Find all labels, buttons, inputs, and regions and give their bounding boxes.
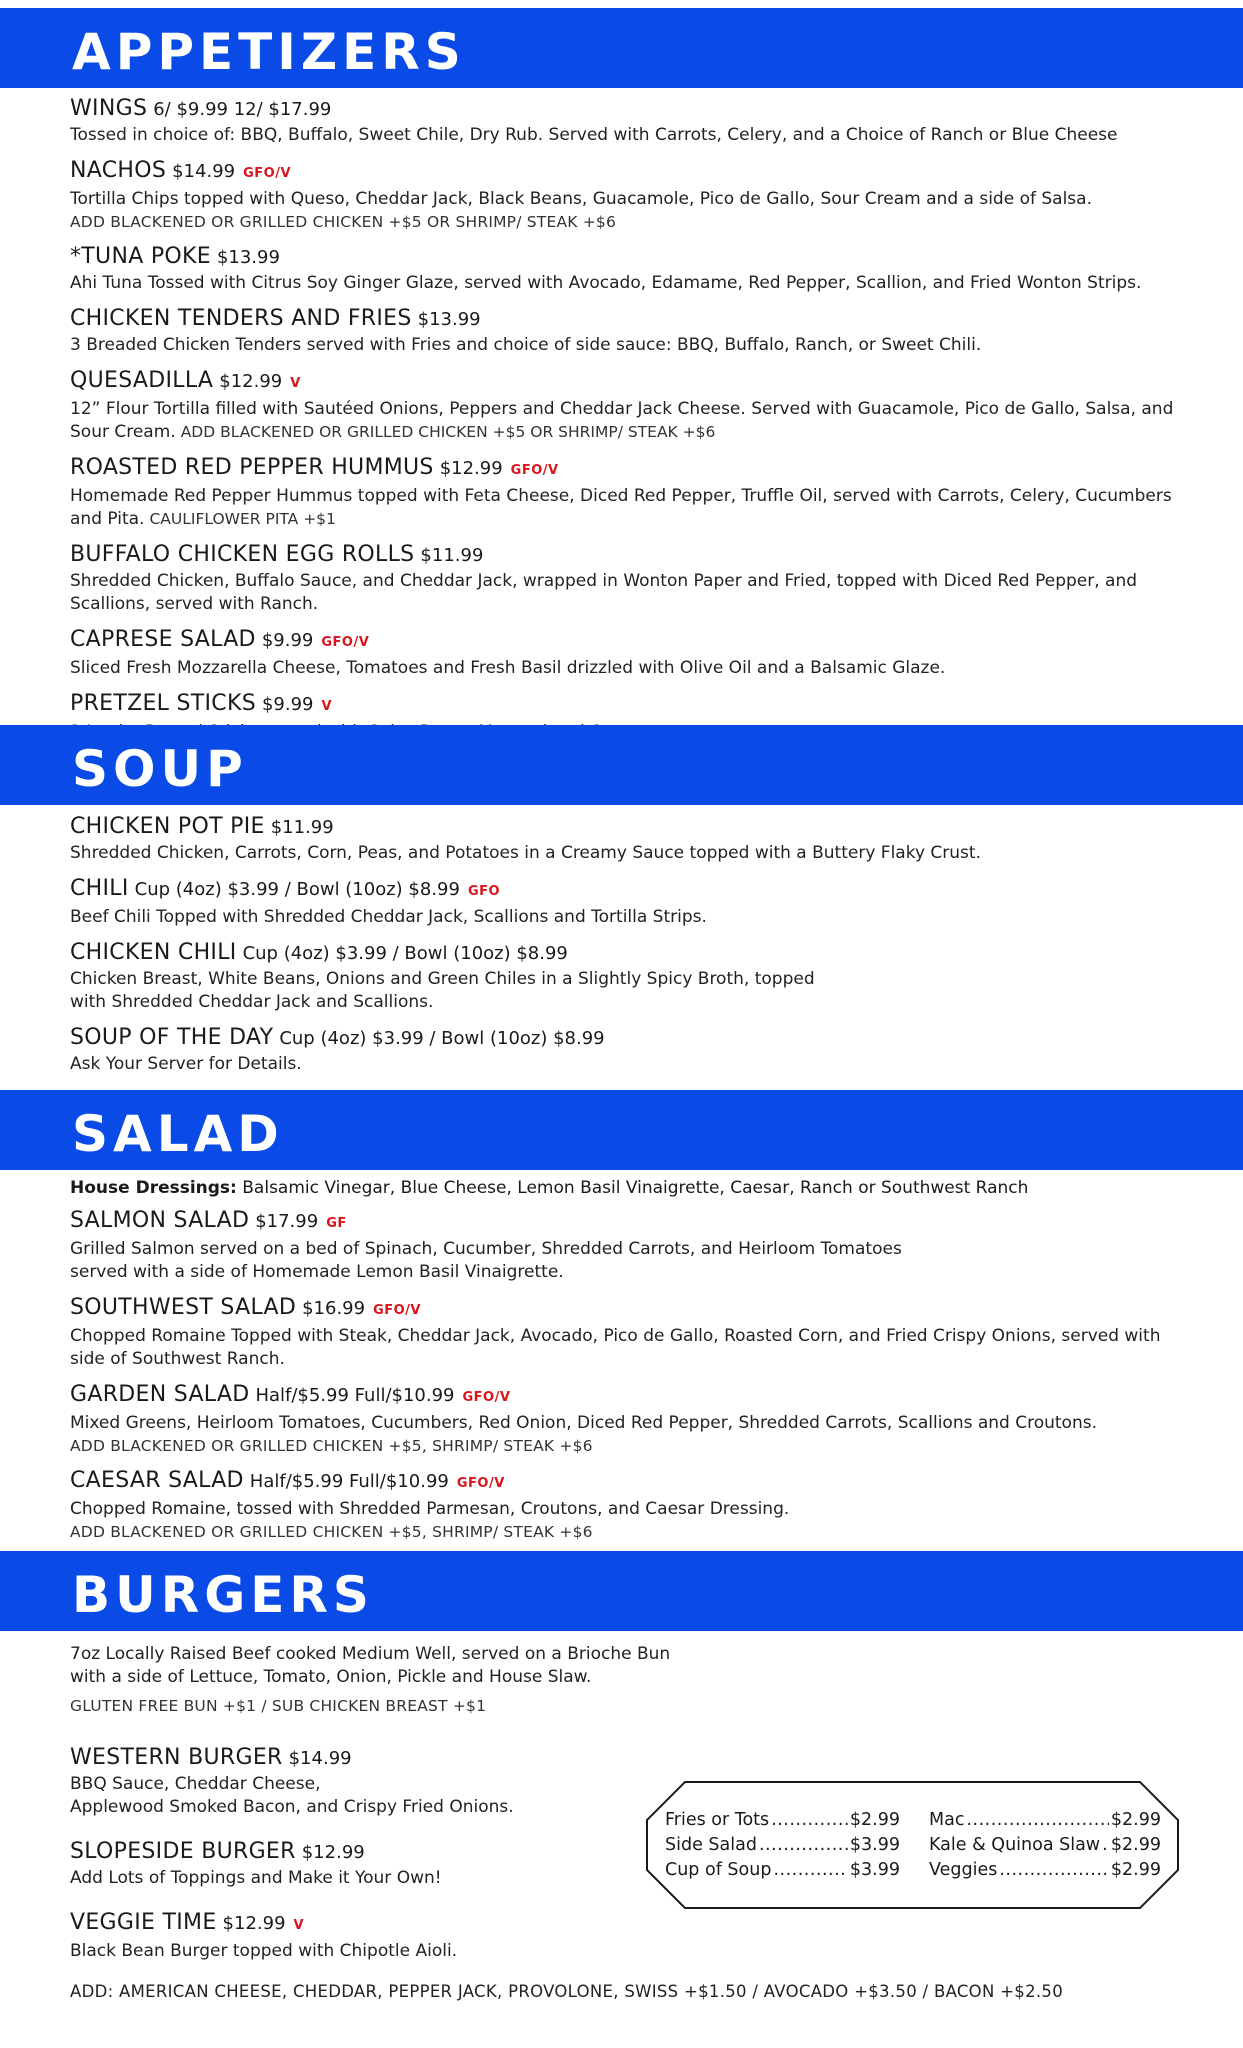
menu-item (70, 1023, 1190, 1076)
side-price: $2.99 (1110, 1860, 1161, 1880)
diet-tag: V (321, 699, 333, 714)
item-addon: ADD BLACKENED OR GRILLED CHICKEN +$5 OR SHRIMP/ STEAK +$6 (180, 423, 716, 441)
item-name: SOUP OF THE DAY (70, 1025, 274, 1050)
item-name: BUFFALO CHICKEN EGG ROLLS (70, 542, 415, 567)
side-price: $3.99 (849, 1835, 900, 1855)
soup-title: SOUP (72, 740, 248, 798)
item-description: Add Lots of Toppings and Make it Your Own! (70, 1868, 442, 1888)
item-description: Chopped Romaine, tossed with Shredded Parmesan, Croutons, and Caesar Dressing. (70, 1499, 790, 1519)
item-addon: ADD BLACKENED OR GRILLED CHICKEN +$5 OR SHRIMP/ STEAK +$6 (70, 213, 617, 231)
item-name: QUESADILLA (70, 368, 214, 393)
item-price: $13.99 (216, 247, 280, 268)
menu-item (70, 540, 1190, 616)
side-item (929, 1833, 1161, 1858)
item-description: Shredded Chicken, Carrots, Corn, Peas, and Potatoes in a Creamy Sauce topped with a Buttery Flaky Crust. (70, 843, 981, 863)
diet-tag: GFO/V (321, 635, 370, 650)
menu-item (70, 625, 1190, 680)
item-name: VEGGIE TIME (70, 1910, 217, 1935)
dressings-list: Balsamic Vinegar, Blue Cheese, Lemon Basil Vinaigrette, Caesar, Ranch or Southwest Ranch (242, 1178, 1029, 1198)
salad-section (70, 1176, 1190, 1552)
item-name: ROASTED RED PEPPER HUMMUS (70, 455, 434, 480)
item-price: $9.99 (261, 694, 314, 715)
burgers-intro: with a side of Lettuce, Tomato, Onion, Pickle and House Slaw. (70, 1667, 592, 1687)
item-name: PRETZEL STICKS (70, 691, 256, 716)
item-description: 3 Breaded Chicken Tenders served with Fries and choice of side sauce: BBQ, Buffalo, Ranch, or Sweet Chili. (70, 335, 982, 355)
item-description: Tossed in choice of: BBQ, Buffalo, Sweet Chile, Dry Rub. Served with Carrots, Celery, and a Choice of Ranch or Blue Cheese (70, 125, 1118, 145)
item-name: WINGS (70, 96, 148, 121)
salad-banner (0, 1090, 1243, 1170)
item-description: Applewood Smoked Bacon, and Crispy Fried Onions. (70, 1797, 514, 1817)
side-name: Veggies (929, 1860, 998, 1880)
item-name: CAPRESE SALAD (70, 627, 256, 652)
item-name: CHICKEN POT PIE (70, 814, 265, 839)
item-description: Beef Chili Topped with Shredded Cheddar Jack, Scallions and Tortilla Strips. (70, 907, 707, 927)
side-name: Mac (929, 1810, 965, 1830)
side-name: Cup of Soup (665, 1860, 772, 1880)
dressings-label: House Dressings: (70, 1178, 237, 1198)
appetizers-title: APPETIZERS (72, 23, 466, 81)
item-description: Mixed Greens, Heirloom Tomatoes, Cucumbers, Red Onion, Diced Red Pepper, Shredded Carrots, Scallions and Croutons. (70, 1413, 1097, 1433)
menu-item (70, 453, 1190, 531)
item-name: CHICKEN TENDERS AND FRIES (70, 306, 412, 331)
diet-tag: GFO/V (462, 1390, 511, 1405)
item-price: $13.99 (417, 309, 481, 330)
item-price: $16.99 (302, 1298, 366, 1319)
item-name: CHILI (70, 876, 129, 901)
diet-tag: V (293, 1918, 305, 1933)
menu-item (70, 938, 1190, 1014)
menu-item (70, 304, 1190, 357)
item-price: $17.99 (255, 1211, 319, 1232)
item-price: $12.99 (301, 1842, 365, 1863)
diet-tag: GFO/V (456, 1476, 505, 1491)
item-price: Cup (4oz) $3.99 / Bowl (10oz) $8.99 (134, 879, 460, 900)
sides-right-column (929, 1808, 1161, 1883)
side-price: $2.99 (849, 1810, 900, 1830)
side-name: Side Salad (665, 1835, 757, 1855)
menu-item (70, 94, 1190, 147)
item-price: Half/$5.99 Full/$10.99 (249, 1471, 449, 1492)
item-name: CHICKEN CHILI (70, 940, 237, 965)
menu-item (70, 156, 1190, 233)
salad-title: SALAD (72, 1105, 284, 1163)
side-item (929, 1808, 1161, 1833)
item-price: $11.99 (420, 545, 484, 566)
item-description: Grilled Salmon served on a bed of Spinach, Cucumber, Shredded Carrots, and Heirloom Tomatoes served with a side of Homemade Lemon Basil Vinaigrette. (70, 1239, 902, 1282)
burgers-intro-addon: GLUTEN FREE BUN +$1 / SUB CHICKEN BREAST +$1 (70, 1697, 487, 1715)
diet-tag: GFO/V (510, 463, 559, 478)
menu-item (70, 812, 1190, 865)
item-name: *TUNA POKE (70, 244, 211, 269)
menu-item (70, 1293, 1190, 1371)
menu-item (70, 1908, 1190, 1963)
burgers-title: BURGERS (72, 1566, 374, 1624)
item-description: Tortilla Chips topped with Queso, Cheddar Jack, Black Beans, Guacamole, Pico de Gallo, Sour Cream and a side of Salsa. (70, 189, 1092, 209)
item-description: Shredded Chicken, Buffalo Sauce, and Cheddar Jack, wrapped in Wonton Paper and Fried, topped with Diced Red Pepper, and Scallions, served with Ranch. (70, 571, 1138, 614)
item-name: CAESAR SALAD (70, 1468, 244, 1493)
item-price: $14.99 (288, 1748, 352, 1769)
item-description: 12” Flour Tortilla filled with Sautéed Onions, Peppers and Cheddar Jack Cheese. Served with Guacamole, Pico de Gallo, Salsa, and Sour Cream. (70, 399, 1174, 442)
side-item (665, 1833, 900, 1858)
appetizers-section (70, 94, 1190, 753)
burger-addons: ADD: AMERICAN CHEESE, CHEDDAR, PEPPER JACK, PROVOLONE, SWISS +$1.50 / AVOCADO +$3.50 / BACON +$2.50 (70, 1982, 1064, 2001)
item-description: Black Bean Burger topped with Chipotle Aioli. (70, 1941, 458, 1961)
side-price: $3.99 (849, 1860, 900, 1880)
item-price: Cup (4oz) $3.99 / Bowl (10oz) $8.99 (242, 943, 568, 964)
item-price: $14.99 (172, 161, 236, 182)
item-description: Ask Your Server for Details. (70, 1054, 302, 1074)
item-price: Cup (4oz) $3.99 / Bowl (10oz) $8.99 (279, 1028, 605, 1049)
soup-section (70, 812, 1190, 1085)
sides-box (645, 1780, 1180, 1910)
item-price: $12.99 (439, 458, 503, 479)
burgers-intro: 7oz Locally Raised Beef cooked Medium Well, served on a Brioche Bun (70, 1644, 671, 1664)
item-addon: ADD BLACKENED OR GRILLED CHICKEN +$5, SHRIMP/ STEAK +$6 (70, 1523, 593, 1541)
item-name: WESTERN BURGER (70, 1745, 283, 1770)
burgers-banner (0, 1551, 1243, 1631)
side-price: $2.99 (1110, 1810, 1161, 1830)
item-price: Half/$5.99 Full/$10.99 (255, 1385, 455, 1406)
item-name: SOUTHWEST SALAD (70, 1295, 297, 1320)
appetizers-banner (0, 8, 1243, 88)
item-addon: CAULIFLOWER PITA +$1 (149, 510, 336, 528)
item-name: SLOPESIDE BURGER (70, 1839, 296, 1864)
diet-tag: GF (326, 1216, 347, 1231)
item-description: Chopped Romaine Topped with Steak, Cheddar Jack, Avocado, Pico de Gallo, Roasted Corn, and Fried Crispy Onions, served with side of Southwest Ranch. (70, 1326, 1161, 1369)
item-description: Sliced Fresh Mozzarella Cheese, Tomatoes and Fresh Basil drizzled with Olive Oil and a Balsamic Glaze. (70, 658, 946, 678)
diet-tag: V (290, 376, 301, 391)
item-description: Ahi Tuna Tossed with Citrus Soy Ginger Glaze, served with Avocado, Edamame, Red Pepper, Scallion, and Fried Wonton Strips. (70, 273, 1142, 293)
side-name: Kale & Quinoa Slaw (929, 1835, 1101, 1855)
menu-item (70, 1466, 1190, 1543)
item-price: 6/ $9.99 12/ $17.99 (153, 99, 332, 120)
item-price: $12.99 (222, 1913, 286, 1934)
side-item (665, 1858, 900, 1883)
menu-item (70, 1380, 1190, 1457)
item-addon: ADD BLACKENED OR GRILLED CHICKEN +$5, SHRIMP/ STEAK +$6 (70, 1437, 593, 1455)
item-description: Chicken Breast, White Beans, Onions and Green Chiles in a Slightly Spicy Broth, topped with Shredded Cheddar Jack and Scallions. (70, 969, 815, 1012)
side-name: Fries or Tots (665, 1810, 770, 1830)
menu-item (70, 1206, 1190, 1284)
diet-tag: GFO (467, 884, 501, 899)
menu-item (70, 874, 1190, 929)
item-price: $12.99 (219, 371, 283, 392)
soup-banner (0, 725, 1243, 805)
diet-tag: GFO/V (373, 1303, 421, 1318)
sides-left-column (665, 1808, 900, 1883)
diet-tag: GFO/V (243, 166, 292, 181)
side-item (665, 1808, 900, 1833)
item-name: SALMON SALAD (70, 1208, 250, 1233)
item-name: NACHOS (70, 158, 167, 183)
item-name: GARDEN SALAD (70, 1382, 250, 1407)
menu-item (70, 242, 1190, 295)
house-dressings (70, 1176, 1190, 1200)
item-price: $9.99 (261, 630, 314, 651)
item-description: BBQ Sauce, Cheddar Cheese, (70, 1774, 321, 1794)
item-price: $11.99 (270, 817, 334, 838)
menu-item (70, 366, 1190, 444)
side-price: $2.99 (1110, 1835, 1161, 1855)
item-description: Homemade Red Pepper Hummus topped with Feta Cheese, Diced Red Pepper, Truffle Oil, served with Carrots, Celery, Cucumbers and Pita. (70, 486, 1172, 529)
side-item (929, 1858, 1161, 1883)
